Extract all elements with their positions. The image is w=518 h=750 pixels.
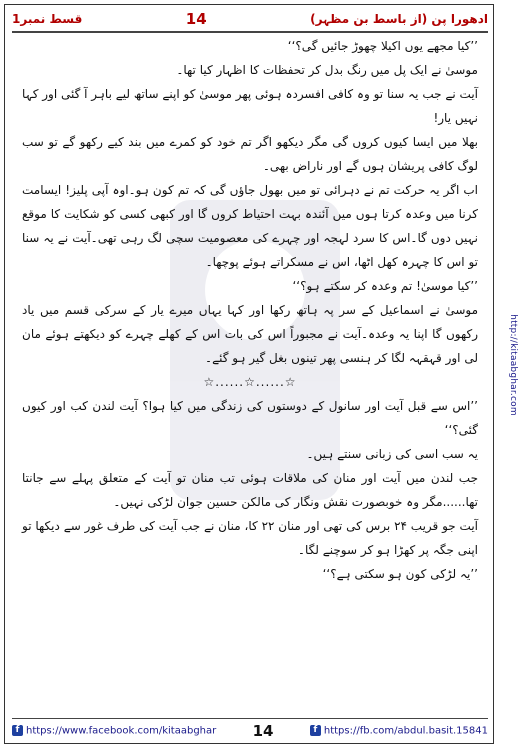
- story-text: [22, 34, 478, 686]
- paragraph: اب اگر یہ حرکت تم نے دہرائی تو میں بھول جاؤں گی کہ تم کون ہو۔اوہ آپی پلیز! ایسامت کرنا میں وعدہ کرتا ہوں میں آئندہ بہت احتیاط کروں گا اور کبھی کسی کو شکایت کا موقع نہیں دوں گا۔اس کا سرد لہجہ اور چہرے کی معصومیت سچی لگ رہی تھی۔آیت نے یہ سنا تو اس کا چہرہ کھل اٹھا، اس نے مسکراتے ہوئے پوچھا۔: [22, 183, 478, 269]
- paragraph: آیت جو قریب ۲۴ برس کی تھی اور منان ۲۲ کا، منان نے جب آیت کی طرف غور سے دیکھا تو اپنی جگہ پر کھڑا ہو کر سوچنے لگا۔: [22, 519, 478, 557]
- paragraph: ’’کیا موسیٰ! تم وعدہ کر سکتے ہو؟‘‘: [292, 279, 478, 293]
- header-divider: [12, 31, 488, 33]
- footer-facebook-link-right[interactable]: [310, 725, 488, 737]
- footer-facebook-url-right[interactable]: https://fb.com/abdul.basit.15841: [323, 725, 488, 737]
- episode-label: قسط نمبر1: [12, 12, 83, 26]
- paragraph: ’’اس سے قبل آیت اور سانول کے دوستوں کی زندگی میں کیا ہوا؟ آیت لندن کب اور کیوں گئی؟‘‘: [22, 399, 478, 437]
- book-title: ادھورا پن (از باسط بن مظہر): [310, 12, 488, 26]
- footer-facebook-link-left[interactable]: [12, 725, 216, 737]
- page-header: [12, 8, 488, 30]
- facebook-icon: f: [12, 725, 23, 736]
- header-page-number: 14: [185, 10, 207, 28]
- paragraph: آیت نے جب یہ سنا تو وہ کافی افسردہ ہوئی پھر موسیٰ کو اپنے ساتھ لیے باہر آ گئی اور کہا نہیں یار!: [22, 87, 478, 125]
- paragraph: ’’کیا مجھے یوں اکیلا چھوڑ جائیں گی؟‘‘: [287, 39, 478, 53]
- paragraph: موسیٰ نے ایک پل میں رنگ بدل کر تحفظات کا اظہار کیا تھا۔: [176, 63, 478, 77]
- page-footer: [12, 722, 488, 740]
- facebook-icon: f: [310, 725, 321, 736]
- paragraph: بھلا میں ایسا کیوں کروں گی مگر دیکھو اگر تم خود کو کمرے میں بند کیے رکھو گے تو سب لوگ کافی پریشان ہوں گے اور ناراض بھی۔: [22, 135, 478, 173]
- footer-facebook-url-left[interactable]: https://www.facebook.com/kitaabghar: [26, 725, 217, 737]
- side-url-right[interactable]: http://kitaabghar.com: [508, 314, 518, 416]
- section-break-stars: ☆......☆......☆: [203, 375, 297, 389]
- paragraph: یہ سب اسی کی زبانی سنتے ہیں۔: [306, 447, 478, 461]
- paragraph: موسیٰ نے اسماعیل کے سر پہ ہاتھ رکھا اور کہا یہاں میرے یار کے سرکی قسم میں یاد رکھوں گا اپنا یہ وعدہ۔آیت نے مجبوراً اس کی بات اس کے کھلے چہرے کو دیکھتے ہوئے مان لی اور قہقہہ لگا کر ہنسی پھر تینوں بغل گیر ہو گئے۔: [22, 303, 478, 365]
- paragraph: جب لندن میں آیت اور منان کی ملاقات ہوئی تب منان تو آیت کے متعلق پہلے سے جانتا تھا......مگر وہ خوبصورت نقش ونگار کی مالکن حسین جوان لڑکی نہیں۔: [22, 471, 478, 509]
- footer-page-number: 14: [252, 722, 274, 740]
- footer-divider: [12, 718, 488, 719]
- paragraph: ’’یہ لڑکی کون ہو سکتی ہے؟‘‘: [322, 567, 478, 581]
